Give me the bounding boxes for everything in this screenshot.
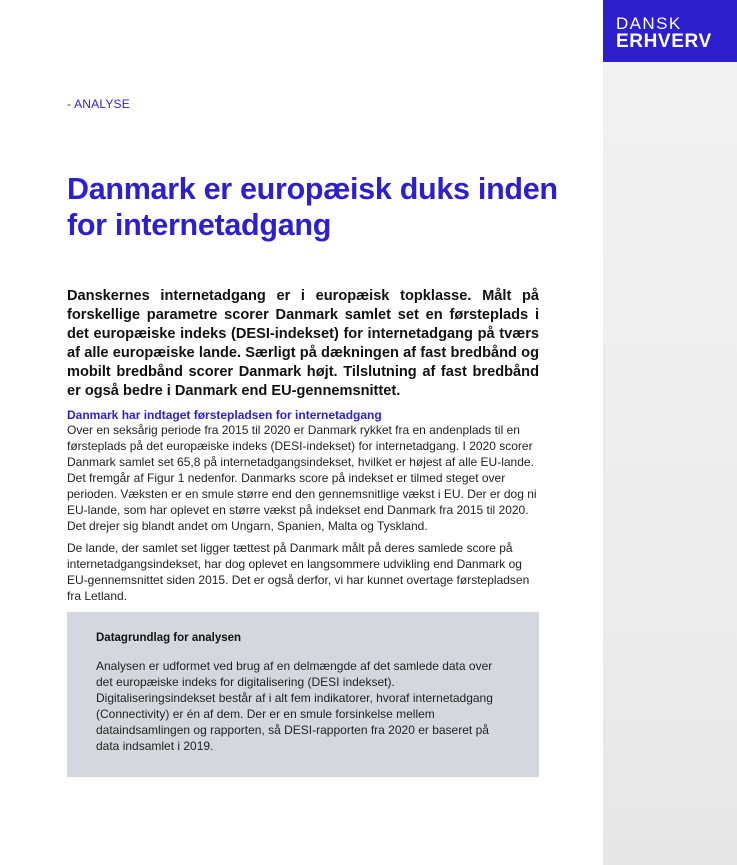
section-kicker: - ANALYSE bbox=[67, 97, 130, 111]
infobox-title: Datagrundlag for analysen bbox=[96, 632, 242, 644]
infobox-text: Analysen er udformet ved brug af en delmængde af det samlede data over det europæiske indeks for digitalisering (DESI indekset). Digitaliseringsindekset består af i alt fem indikatorer, hvoraf internetadgang (Connectivity) er én af dem. Der er en smule forsinkelse mellem dataindsamlingen og rapporten, så DESI-rapporten fra 2020 er baseret på data indsamlet i 2019. bbox=[96, 659, 493, 753]
section-heading: Danmark har indtaget førstepladsen for internetadgang bbox=[67, 408, 382, 422]
dansk-erhverv-logo bbox=[603, 0, 737, 62]
lead-paragraph: Danskernes internetadgang er i europæisk topklasse. Målt på forskellige parametre scorer Danmark samlet set en førsteplads i det europæiske indeks (DESI-indekset) for internetadgang på tværs af alle europæiske lande. Særligt på dækningen af fast bredbånd og mobilt bredbånd scorer Danmark højt. Tilslutning af fast bredbånd er også bedre i Danmark end EU-gennemsnittet. bbox=[67, 288, 539, 399]
page-title: Danmark er europæisk duks inden for internetadgang bbox=[67, 172, 558, 242]
body-paragraph-2: De lande, der samlet set ligger tættest på Danmark målt på deres samlede score på internetadgangsindekset, har dog oplevet en langsommere udvikling end Danmark og EU-gennemsnittet siden 2015. Det er også derfor, vi har kunnet overtage førstepladsen fra Letland. bbox=[67, 541, 530, 603]
logo-line-1: DANSK bbox=[616, 14, 682, 33]
logo-line-2: ERHVERV bbox=[616, 31, 712, 52]
data-basis-infobox bbox=[67, 612, 539, 777]
body-paragraph-1: Over en seksårig periode fra 2015 til 2020 er Danmark rykket fra en andenplads til en førsteplads på det europæiske indeks (DESI-indekset) for internetadgang. I 2020 scorer Danmark samlet set 65,8 på internetadgangsindekset, hvilket er højest af alle EU-lande. Det fremgår af Figur 1 nedenfor. Danmarks score på indekset er tilmed steget over perioden. Væksten er en smule større end den gennemsnitlige vækst i EU. Der er dog ni EU-lande, som har oplevet en større vækst på indekset end Danmark fra 2015 til 2020. Det drejer sig blandt andet om Ungarn, Spanien, Malta og Tyskland. bbox=[67, 423, 537, 533]
page-sidebar bbox=[603, 0, 737, 865]
